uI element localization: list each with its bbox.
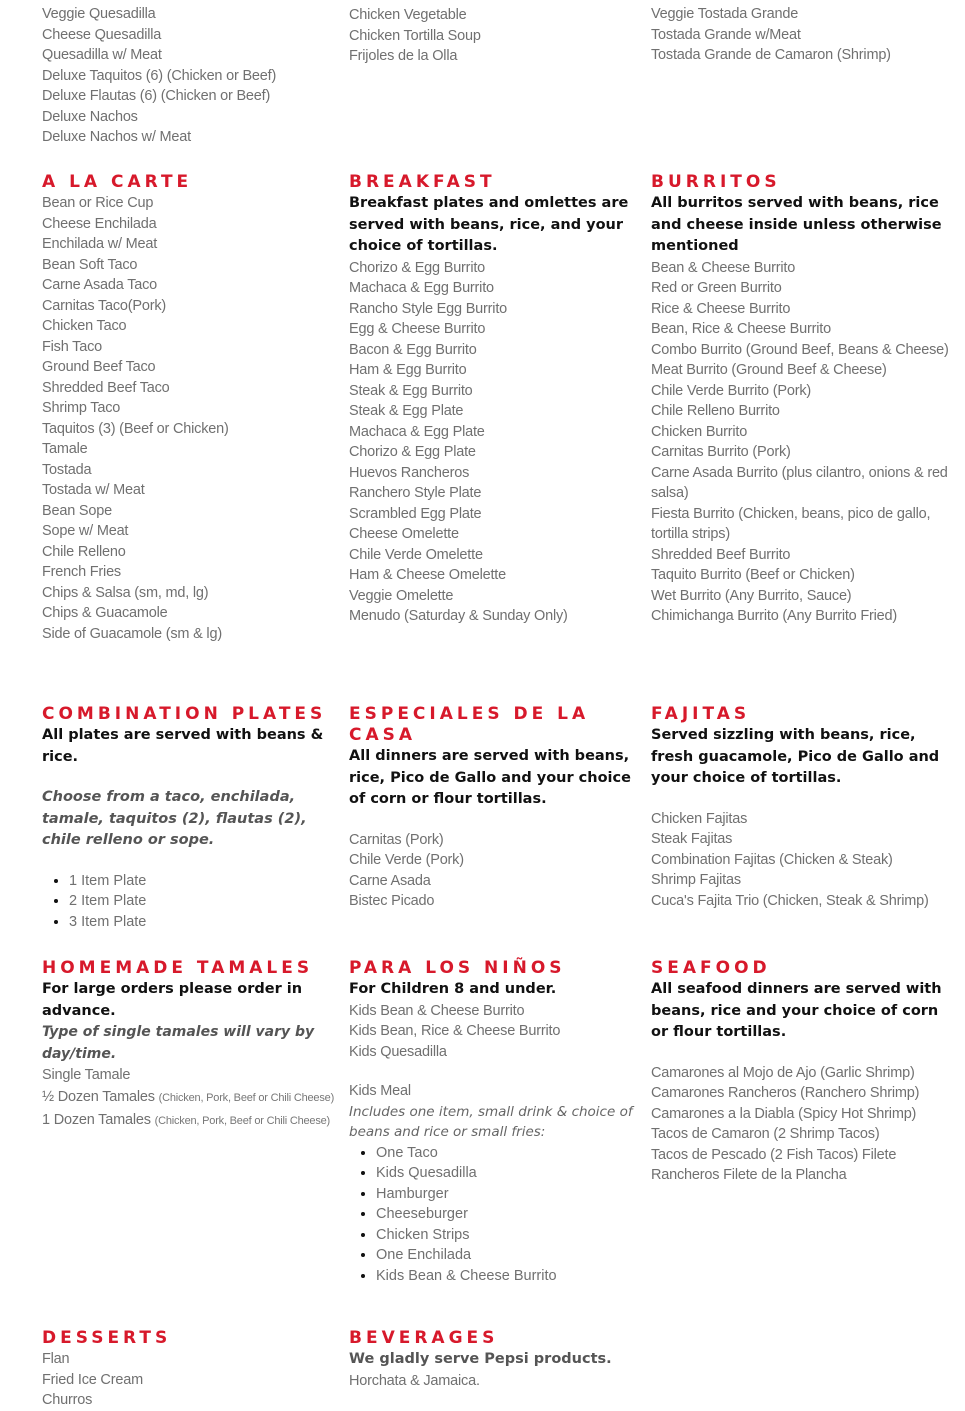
list-item: Machaca & Egg Plate: [349, 423, 485, 440]
breakfast-list: [349, 258, 634, 627]
section-beverages: [349, 1328, 634, 1391]
section-description: For Children 8 and under.: [349, 981, 557, 997]
list-item: • One Enchilada: [376, 1245, 634, 1266]
list-item: Carnitas Burrito (Pork): [651, 444, 791, 460]
list-item: Steak & Egg Burrito: [349, 382, 473, 399]
burritos-list: [651, 258, 951, 627]
section-tamales: [42, 958, 342, 1132]
list-item: Chicken Burrito: [651, 423, 748, 440]
list-item: Sope w/ Meat: [42, 523, 129, 539]
list-item: Deluxe Nachos: [42, 108, 138, 125]
kids-meal-label: Kids Meal: [349, 1083, 411, 1099]
list-item: • 1 Item Plate: [69, 871, 342, 892]
list-item: Bean & Cheese Burrito: [651, 259, 796, 276]
list-item: Camarones a la Diabla (Spicy Hot Shrimp): [651, 1105, 917, 1122]
list-item: Shredded Beef Burrito: [651, 546, 791, 563]
list-item: Chicken Taco: [42, 318, 127, 334]
list-item: Huevos Rancheros: [349, 464, 470, 481]
list-item: Camarones Rancheros (Ranchero Shrimp): [651, 1085, 920, 1101]
list-item: Chicken Fajitas: [651, 810, 748, 827]
section-description: All seafood dinners are served with beans, rice and your choice of corn or flour tortillas.: [651, 981, 942, 1040]
section-title: COMBINATION PLATES: [42, 704, 327, 724]
list-item: French Fries: [42, 564, 121, 580]
section-description: We gladly serve Pepsi products.: [349, 1351, 612, 1367]
list-item: Quesadilla w/ Meat: [42, 47, 162, 63]
section-title: HOMEMADE TAMALES: [42, 958, 314, 978]
list-item: Combo Burrito (Ground Beef, Beans & Cheese): [651, 341, 949, 358]
beverages-list: [349, 1371, 634, 1392]
list-item: Tamale: [42, 441, 88, 457]
list-item: Chicken Tortilla Soup: [349, 27, 481, 44]
list-item: Bean or Rice Cup: [42, 195, 154, 211]
section-desserts: [42, 1328, 342, 1411]
list-item: Tacos de Pescado (2 Fish Tacos) Filete: [651, 1146, 897, 1163]
section-title: BEVERAGES: [349, 1328, 499, 1348]
section-title: SEAFOOD: [651, 958, 771, 978]
list-item: Chorizo & Egg Burrito: [349, 259, 486, 276]
top-col2: [349, 5, 639, 67]
list-item: • Kids Bean & Cheese Burrito: [376, 1266, 634, 1287]
list-item: Menudo (Saturday & Sunday Only): [349, 608, 568, 624]
section-description: All dinners are served with beans, rice, Pico de Gallo and your choice of corn or flour tortillas.: [349, 748, 631, 807]
kids-meal-list: [349, 1143, 634, 1287]
list-item: Veggie Quesadilla: [42, 6, 156, 22]
section-title: DESSERTS: [42, 1328, 172, 1348]
list-item: Chile Relleno Burrito: [651, 403, 780, 419]
desserts-list: [42, 1349, 342, 1411]
list-item: Veggie Omelette: [349, 587, 454, 604]
list-item: Carne Asada: [349, 872, 431, 889]
list-item: Bean Sope: [42, 502, 112, 519]
list-item: Flan: [42, 1351, 70, 1367]
list-item: Rancheros Filete de la Plancha: [651, 1167, 847, 1183]
list-item: Bistec Picado: [349, 893, 435, 909]
list-item: Veggie Tostada Grande: [651, 6, 799, 22]
section-breakfast: [349, 172, 634, 627]
section-title: BURRITOS: [651, 172, 781, 192]
section-title: BREAKFAST: [349, 172, 496, 192]
list-item: Chips & Guacamole: [42, 605, 168, 621]
list-item: Camarones al Mojo de Ajo (Garlic Shrimp): [651, 1064, 915, 1081]
item-note: (Chicken, Pork, Beef or Chili Cheese): [154, 1114, 331, 1127]
list-item: Chorizo & Egg Plate: [349, 444, 476, 460]
list-item: Churros: [42, 1392, 93, 1408]
list-item: Ground Beef Taco: [42, 359, 156, 375]
list-item: Frijoles de la Olla: [349, 48, 458, 64]
section-title: PARA LOS NIÑOS: [349, 958, 566, 978]
list-item: Machaca & Egg Burrito: [349, 280, 494, 296]
section-ninos: [349, 958, 634, 1286]
list-item: Carnitas (Pork): [349, 831, 444, 848]
top-col1: [42, 4, 342, 148]
list-item: Carne Asada Burrito (plus cilantro, onions & red salsa): [651, 464, 948, 501]
section-description: Breakfast plates and omlettes are served with beans, rice, and your choice of tortillas.: [349, 195, 629, 254]
item-label: 1 Dozen Tamales: [42, 1111, 151, 1128]
top-col2-list: [349, 5, 639, 67]
section-a-la-carte: [42, 172, 342, 644]
list-item: Steak Fajitas: [651, 831, 733, 847]
list-item: Red or Green Burrito: [651, 280, 782, 296]
list-item: • 2 Item Plate: [69, 891, 342, 912]
section-fajitas: [651, 704, 951, 911]
section-description: All burritos served with beans, rice and cheese inside unless otherwise mentioned: [651, 195, 942, 254]
list-item: Bean, Rice & Cheese Burrito: [651, 321, 831, 337]
list-item: Shredded Beef Taco: [42, 379, 170, 396]
section-note: Choose from a taco, enchilada, tamale, taquitos (2), flautas (2), chile relleno or sope.: [42, 789, 307, 848]
list-item: Enchilada w/ Meat: [42, 236, 158, 252]
list-item: Carne Asada Taco: [42, 277, 158, 293]
list-item: Carnitas Taco(Pork): [42, 297, 167, 314]
list-item: Deluxe Taquitos (6) (Chicken or Beef): [42, 67, 277, 84]
list-item: Bean Soft Taco: [42, 256, 138, 273]
list-item: Tostada w/ Meat: [42, 482, 145, 498]
list-item: • 3 Item Plate: [69, 912, 342, 933]
list-item: Egg & Cheese Burrito: [349, 321, 486, 337]
list-item: Chicken Vegetable: [349, 7, 467, 23]
list-item: Chile Relleno: [42, 543, 126, 560]
top-col3-list: [651, 4, 951, 66]
list-item: Fiesta Burrito (Chicken, beans, pico de gallo, tortilla strips): [651, 505, 931, 542]
item-label: ½ Dozen Tamales: [42, 1088, 155, 1105]
list-item: [42, 1109, 342, 1132]
section-description: For large orders please order in advance.: [42, 981, 303, 1019]
list-item: Ham & Cheese Omelette: [349, 567, 506, 583]
kids-meal-note: Includes one item, small drink & choice of beans and rice or small fries:: [349, 1103, 633, 1140]
list-item: Deluxe Flautas (6) (Chicken or Beef): [42, 88, 271, 104]
list-item: Chile Verde Burrito (Pork): [651, 382, 811, 399]
list-item: Meat Burrito (Ground Beef & Cheese): [651, 362, 887, 378]
section-note: Type of single tamales will vary by day/time.: [42, 1024, 315, 1062]
list-item: Kids Bean & Cheese Burrito: [349, 1002, 525, 1019]
list-item: Shrimp Taco: [42, 400, 121, 416]
list-item: Rancho Style Egg Burrito: [349, 300, 508, 317]
list-item: Cheese Quesadilla: [42, 26, 162, 43]
top-col3: [651, 4, 951, 66]
list-item: Taquito Burrito (Beef or Chicken): [651, 567, 855, 583]
item-label: Single Tamale: [42, 1067, 131, 1083]
list-item: Cheese Enchilada: [42, 215, 157, 232]
list-item: Steak & Egg Plate: [349, 403, 464, 419]
section-especiales: [349, 704, 634, 912]
list-item: • Kids Quesadilla: [376, 1163, 634, 1184]
list-item: [42, 1086, 342, 1109]
list-item: Tostada: [42, 461, 92, 478]
list-item: Bacon & Egg Burrito: [349, 341, 477, 358]
list-item: Fish Taco: [42, 338, 102, 355]
list-item: Combination Fajitas (Chicken & Steak): [651, 851, 893, 868]
top-col1-list: [42, 4, 342, 148]
list-item: Shrimp Fajitas: [651, 872, 741, 888]
list-item: Ham & Egg Burrito: [349, 362, 467, 378]
list-item: Chile Verde Omelette: [349, 546, 483, 563]
list-item: Rice & Cheese Burrito: [651, 300, 791, 317]
list-item: Fried Ice Cream: [42, 1371, 143, 1388]
fajitas-list: [651, 809, 951, 912]
list-item: Chile Verde (Pork): [349, 852, 464, 868]
section-title: A LA CARTE: [42, 172, 193, 192]
section-combination-plates: [42, 704, 342, 932]
list-item: Wet Burrito (Any Burrito, Sauce): [651, 587, 852, 604]
ninos-list: [349, 1001, 634, 1063]
list-item: Chips & Salsa (sm, md, lg): [42, 584, 209, 601]
list-item: Kids Quesadilla: [349, 1043, 447, 1060]
section-title: FAJITAS: [651, 704, 751, 724]
section-title: ESPECIALES DE LA CASA: [349, 704, 590, 745]
section-seafood: [651, 958, 951, 1186]
list-item: Cheese Omelette: [349, 526, 459, 542]
list-item: • One Taco: [376, 1143, 634, 1164]
a-la-carte-list: [42, 193, 342, 644]
section-description: Served sizzling with beans, rice, fresh guacamole, Pico de Gallo and your choice of tortillas.: [651, 727, 940, 786]
list-item: Taquitos (3) (Beef or Chicken): [42, 420, 229, 437]
section-description: All plates are served with beans & rice.: [42, 727, 324, 765]
list-item: Side of Guacamole (sm & lg): [42, 625, 222, 642]
item-note: (Chicken, Pork, Beef or Chili Cheese): [158, 1091, 335, 1104]
list-item: Tostada Grande de Camaron (Shrimp): [651, 47, 891, 63]
especiales-list: [349, 830, 634, 912]
list-item: Horchata & Jamaica.: [349, 1372, 480, 1389]
list-item: Cuca's Fajita Trio (Chicken, Steak & Shrimp): [651, 892, 929, 909]
list-item: Deluxe Nachos w/ Meat: [42, 129, 191, 145]
list-item: • Hamburger: [376, 1184, 634, 1205]
tamales-list: [42, 1065, 342, 1132]
list-item: Chimichanga Burrito (Any Burrito Fried): [651, 608, 898, 624]
list-item: • Cheeseburger: [376, 1204, 634, 1225]
list-item: • Chicken Strips: [376, 1225, 634, 1246]
list-item: Tostada Grande w/Meat: [651, 26, 801, 43]
list-item: Scrambled Egg Plate: [349, 505, 482, 522]
section-burritos: [651, 172, 951, 627]
list-item: [42, 1065, 342, 1086]
list-item: Tacos de Camaron (2 Shrimp Tacos): [651, 1126, 880, 1142]
list-item: Ranchero Style Plate: [349, 485, 482, 501]
combination-list: [42, 871, 342, 933]
list-item: Kids Bean, Rice & Cheese Burrito: [349, 1023, 561, 1039]
seafood-list: [651, 1063, 951, 1186]
